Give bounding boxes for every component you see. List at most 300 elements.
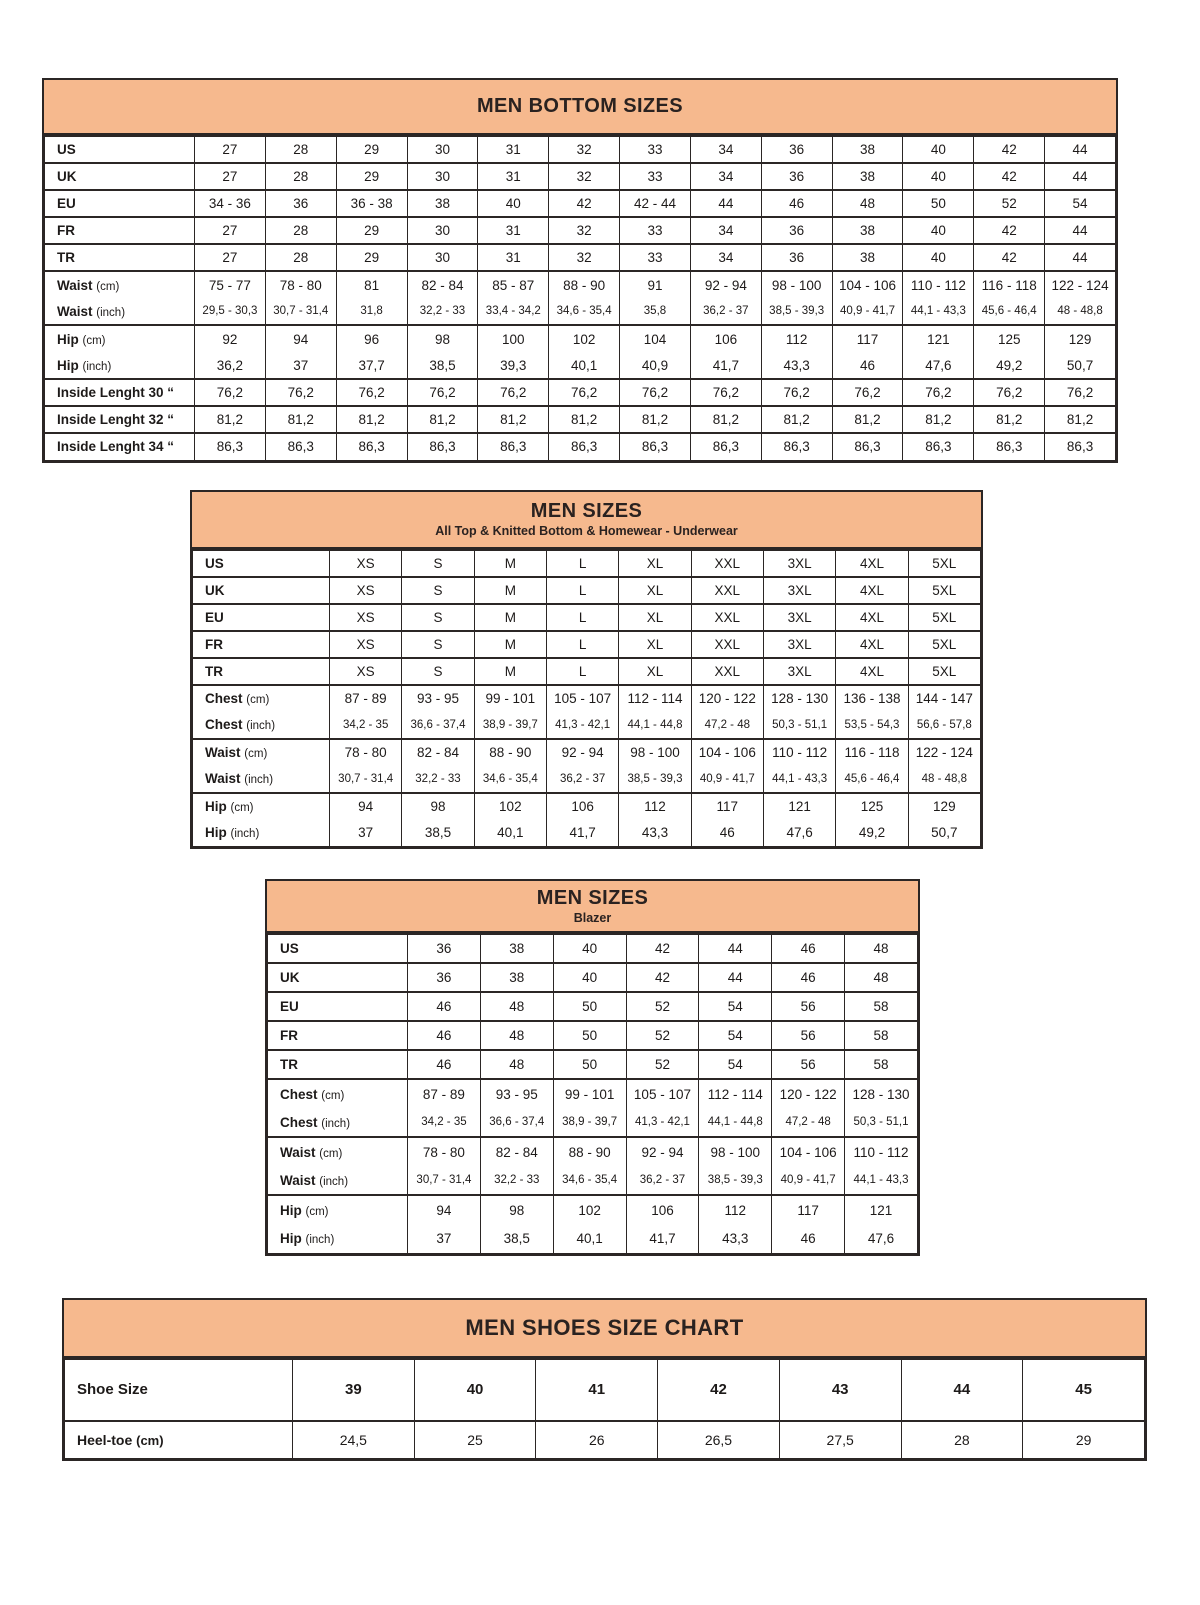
row-label-unit: (inch)	[305, 1233, 335, 1246]
size-cell: 28	[265, 163, 336, 190]
size-cell: 29,5 - 30,3	[195, 298, 266, 325]
size-cell: 34 - 36	[195, 190, 266, 217]
size-cell: 104	[620, 325, 691, 352]
size-cell: 86,3	[832, 433, 903, 460]
table-row	[268, 1108, 918, 1137]
row-label-text: Waist	[280, 1172, 316, 1188]
size-cell: 76,2	[336, 379, 407, 406]
size-cell: 46	[772, 1224, 845, 1253]
size-cell: 40	[903, 244, 974, 271]
men-sizes-blazer-table-header-band	[267, 881, 918, 933]
size-cell: 98 - 100	[619, 739, 691, 766]
size-cell: 36	[408, 934, 481, 963]
row-label-unit: (inch)	[82, 360, 112, 373]
size-cell: 44	[901, 1359, 1023, 1421]
size-cell: 50	[553, 1021, 626, 1050]
row-label-text: UK	[205, 582, 225, 598]
row-label	[193, 685, 330, 712]
size-cell: 3XL	[763, 631, 835, 658]
row-label-text: Inside Lenght 32 “	[57, 412, 175, 427]
size-cell: 29	[336, 136, 407, 163]
size-cell: 117	[832, 325, 903, 352]
size-cell: 105 - 107	[546, 685, 618, 712]
size-cell: 42	[626, 934, 699, 963]
table-row	[268, 1195, 918, 1224]
size-cell: 40,9 - 41,7	[832, 298, 903, 325]
size-cell: 81,2	[761, 406, 832, 433]
size-cell: 48	[480, 992, 553, 1021]
size-cell: 76,2	[761, 379, 832, 406]
row-label	[45, 325, 195, 352]
size-cell: 44	[1045, 217, 1116, 244]
size-cell: 58	[845, 1050, 918, 1079]
size-cell: 125	[974, 325, 1045, 352]
size-cell: 40	[553, 963, 626, 992]
size-cell: 86,3	[549, 433, 620, 460]
size-cell: 36,2 - 37	[690, 298, 761, 325]
size-cell: 86,3	[903, 433, 974, 460]
row-label	[268, 963, 408, 992]
row-label-text: Inside Lenght 34 “	[57, 439, 175, 455]
size-cell: 54	[699, 1021, 772, 1050]
size-cell: 30	[407, 136, 478, 163]
size-cell: M	[474, 577, 546, 604]
size-cell: 32	[549, 163, 620, 190]
table-row	[268, 1050, 918, 1079]
size-cell: 136 - 138	[836, 685, 908, 712]
size-cell: 31	[478, 136, 549, 163]
size-cell: 50,7	[1045, 352, 1116, 379]
size-cell: 4XL	[836, 577, 908, 604]
row-label-text: Chest	[205, 691, 243, 706]
size-cell: 33	[620, 136, 691, 163]
size-cell: 38,5 - 39,3	[761, 298, 832, 325]
row-label-unit: (cm)	[246, 694, 270, 706]
size-cell: 47,2 - 48	[691, 712, 763, 739]
size-cell: 4XL	[836, 550, 908, 577]
size-cell: 56	[772, 1050, 845, 1079]
size-cell: 31	[478, 217, 549, 244]
men-shoes-size-chart-table	[62, 1298, 1147, 1462]
table-row	[45, 271, 1116, 298]
size-cell: 31	[478, 163, 549, 190]
size-cell: 54	[699, 992, 772, 1021]
row-label	[268, 992, 408, 1021]
row-label	[45, 379, 195, 406]
size-cell: 34,6 - 35,4	[549, 298, 620, 325]
size-cell: 36	[408, 963, 481, 992]
size-cell: 36	[761, 217, 832, 244]
size-cell: 91	[620, 271, 691, 298]
size-cell: 112 - 114	[619, 685, 691, 712]
size-cell: 54	[699, 1050, 772, 1079]
size-cell: 4XL	[836, 631, 908, 658]
row-label	[193, 604, 330, 631]
size-cell: 48	[845, 934, 918, 963]
size-cell: 28	[901, 1421, 1023, 1459]
table-row	[45, 190, 1116, 217]
size-cell: 117	[691, 793, 763, 820]
size-cell: 82 - 84	[480, 1137, 553, 1166]
size-cell: XL	[619, 577, 691, 604]
size-cell: 30,7 - 31,4	[408, 1166, 481, 1195]
size-cell: 36	[761, 163, 832, 190]
size-cell: 4XL	[836, 658, 908, 685]
size-cell: 3XL	[763, 658, 835, 685]
size-cell: 47,2 - 48	[772, 1108, 845, 1137]
men-shoes-size-chart-table-header-band	[64, 1300, 1145, 1358]
size-cell: 37,7	[336, 352, 407, 379]
table-row	[193, 658, 981, 685]
men-sizes-top-table	[190, 490, 983, 850]
size-cell: 3XL	[763, 604, 835, 631]
size-cell: 44,1 - 43,3	[763, 766, 835, 793]
men-sizes-top-table-grid	[192, 549, 981, 848]
size-cell: 86,3	[336, 433, 407, 460]
row-label-text: FR	[280, 1028, 298, 1043]
row-label-text: FR	[57, 223, 75, 238]
row-label-text: Chest	[280, 1086, 318, 1102]
size-cell: 92 - 94	[690, 271, 761, 298]
size-cell: 76,2	[549, 379, 620, 406]
size-cell: 36	[265, 190, 336, 217]
table-row	[45, 217, 1116, 244]
size-cell: 46	[772, 963, 845, 992]
table-row	[45, 163, 1116, 190]
size-cell: 40,9 - 41,7	[691, 766, 763, 793]
size-cell: 46	[772, 934, 845, 963]
size-cell: 52	[626, 992, 699, 1021]
size-cell: 46	[408, 1050, 481, 1079]
size-cell: 37	[408, 1224, 481, 1253]
size-cell: 81,2	[832, 406, 903, 433]
size-cell: L	[546, 604, 618, 631]
size-cell: 48 - 48,8	[908, 766, 980, 793]
size-cell: 30,7 - 31,4	[265, 298, 336, 325]
row-label-text: Shoe Size	[77, 1381, 148, 1398]
size-cell: 76,2	[195, 379, 266, 406]
men-bottom-sizes-table-grid	[44, 135, 1116, 461]
row-label-unit: (cm)	[136, 1432, 164, 1448]
size-cell: 29	[336, 163, 407, 190]
row-label	[45, 190, 195, 217]
size-cell: 112	[619, 793, 691, 820]
size-cell: 24,5	[293, 1421, 415, 1459]
size-cell: 121	[763, 793, 835, 820]
row-label	[268, 934, 408, 963]
size-cell: 56,6 - 57,8	[908, 712, 980, 739]
size-cell: 40	[903, 163, 974, 190]
size-cell: 41,3 - 42,1	[546, 712, 618, 739]
row-label	[45, 406, 195, 433]
size-cell: 87 - 89	[408, 1079, 481, 1108]
size-cell: 33	[620, 244, 691, 271]
size-cell: M	[474, 658, 546, 685]
size-cell: 128 - 130	[845, 1079, 918, 1108]
size-cell: 44,1 - 44,8	[699, 1108, 772, 1137]
size-cell: 81,2	[195, 406, 266, 433]
row-label-text: Heel-toe	[77, 1431, 133, 1448]
size-cell: 94	[265, 325, 336, 352]
table-row	[45, 325, 1116, 352]
row-label-text: Hip	[205, 799, 227, 814]
size-cell: 120 - 122	[772, 1079, 845, 1108]
size-cell: 106	[626, 1195, 699, 1224]
row-label	[268, 1021, 408, 1050]
size-cell: L	[546, 658, 618, 685]
row-label-text: TR	[57, 250, 75, 265]
row-label-text: Chest	[205, 717, 243, 732]
size-cell: 43,3	[619, 820, 691, 847]
row-label	[193, 820, 330, 847]
size-cell: 34	[690, 136, 761, 163]
size-cell: 38,9 - 39,7	[553, 1108, 626, 1137]
row-label-unit: (cm)	[96, 280, 120, 293]
size-cell: 29	[336, 244, 407, 271]
row-label	[268, 1166, 408, 1195]
size-cell: 32	[549, 217, 620, 244]
size-cell: 50	[553, 992, 626, 1021]
size-cell: 45,6 - 46,4	[836, 766, 908, 793]
size-cell: 30	[407, 217, 478, 244]
size-cell: 47,6	[903, 352, 974, 379]
size-cell: 129	[908, 793, 980, 820]
size-cell: 86,3	[761, 433, 832, 460]
size-cell: 75 - 77	[195, 271, 266, 298]
size-cell: 92 - 94	[626, 1137, 699, 1166]
size-cell: 3XL	[763, 550, 835, 577]
table-row	[193, 766, 981, 793]
size-cell: 78 - 80	[408, 1137, 481, 1166]
size-cell: 34	[690, 244, 761, 271]
size-cell: 36,6 - 37,4	[402, 712, 474, 739]
size-cell: 26,5	[658, 1421, 780, 1459]
row-label-unit: (inch)	[244, 774, 274, 786]
size-cell: 36 - 38	[336, 190, 407, 217]
row-label-text: TR	[205, 663, 223, 679]
size-cell: 40,1	[553, 1224, 626, 1253]
table-row	[268, 963, 918, 992]
row-label-unit: (cm)	[82, 334, 106, 347]
size-cell: 40	[478, 190, 549, 217]
row-label-text: EU	[205, 609, 224, 625]
size-cell: 94	[330, 793, 402, 820]
size-cell: 98	[480, 1195, 553, 1224]
table-row	[268, 992, 918, 1021]
size-cell: 32	[549, 136, 620, 163]
men-size-charts-document	[0, 78, 1200, 1461]
size-cell: 81,2	[903, 406, 974, 433]
table-title: MEN SIZES	[530, 500, 643, 522]
size-cell: 44	[699, 934, 772, 963]
size-cell: 46	[408, 992, 481, 1021]
table-row	[45, 298, 1116, 325]
row-label	[268, 1195, 408, 1224]
size-cell: 78 - 80	[330, 739, 402, 766]
size-cell: 110 - 112	[845, 1137, 918, 1166]
table-subtitle: All Top & Knitted Bottom & Homewear - Underwear	[435, 524, 738, 538]
row-label	[268, 1050, 408, 1079]
table-row	[268, 1166, 918, 1195]
men-sizes-blazer-table	[265, 879, 920, 1256]
size-cell: 144 - 147	[908, 685, 980, 712]
size-cell: 29	[1023, 1421, 1145, 1459]
size-cell: 36,2 - 37	[546, 766, 618, 793]
size-cell: 47,6	[845, 1224, 918, 1253]
size-cell: 36	[761, 136, 832, 163]
size-cell: 38,5	[407, 352, 478, 379]
size-cell: 36,6 - 37,4	[480, 1108, 553, 1137]
size-cell: 37	[330, 820, 402, 847]
size-cell: 36	[761, 244, 832, 271]
size-cell: 41,7	[690, 352, 761, 379]
table-row	[193, 739, 981, 766]
size-cell: 44,1 - 43,3	[903, 298, 974, 325]
size-cell: 40,1	[474, 820, 546, 847]
size-cell: 35,8	[620, 298, 691, 325]
size-cell: 58	[845, 992, 918, 1021]
size-cell: XS	[330, 658, 402, 685]
size-cell: 78 - 80	[265, 271, 336, 298]
table-row	[65, 1359, 1145, 1421]
size-cell: 116 - 118	[836, 739, 908, 766]
size-cell: 30,7 - 31,4	[330, 766, 402, 793]
row-label	[45, 298, 195, 325]
size-cell: 46	[691, 820, 763, 847]
size-cell: 38	[480, 934, 553, 963]
size-cell: 30	[407, 244, 478, 271]
size-cell: 42	[626, 963, 699, 992]
size-cell: 110 - 112	[763, 739, 835, 766]
size-cell: 45,6 - 46,4	[974, 298, 1045, 325]
size-cell: 40,1	[549, 352, 620, 379]
size-cell: 5XL	[908, 577, 980, 604]
men-sizes-top-table-header-band	[192, 492, 981, 549]
size-cell: 88 - 90	[549, 271, 620, 298]
row-label-text: FR	[205, 636, 223, 652]
table-row	[193, 577, 981, 604]
size-cell: 81,2	[620, 406, 691, 433]
row-label-unit: (inch)	[321, 1117, 351, 1130]
size-cell: 5XL	[908, 604, 980, 631]
size-cell: 33	[620, 163, 691, 190]
size-cell: 110 - 112	[903, 271, 974, 298]
size-cell: S	[402, 550, 474, 577]
table-row	[45, 433, 1116, 460]
size-cell: 34,2 - 35	[408, 1108, 481, 1137]
size-cell: 47,6	[763, 820, 835, 847]
row-label-unit: (inch)	[230, 828, 260, 841]
row-label-text: TR	[280, 1057, 298, 1072]
table-row	[193, 550, 981, 577]
size-cell: 102	[553, 1195, 626, 1224]
size-cell: 86,3	[974, 433, 1045, 460]
row-label	[268, 1224, 408, 1253]
size-cell: 36,2	[195, 352, 266, 379]
table-row	[268, 1137, 918, 1166]
size-cell: 38,5	[480, 1224, 553, 1253]
row-label-text: UK	[57, 169, 77, 184]
row-label	[45, 271, 195, 298]
size-cell: 3XL	[763, 577, 835, 604]
size-cell: 98	[407, 325, 478, 352]
row-label	[193, 631, 330, 658]
size-cell: 44	[1045, 163, 1116, 190]
size-cell: 40	[553, 934, 626, 963]
row-label-text: UK	[280, 970, 300, 985]
row-label-text: Waist	[205, 771, 241, 786]
size-cell: 38	[832, 163, 903, 190]
size-cell: 106	[546, 793, 618, 820]
size-cell: 28	[265, 244, 336, 271]
size-cell: XXL	[691, 550, 763, 577]
size-cell: XS	[330, 604, 402, 631]
size-cell: 50,3 - 51,1	[763, 712, 835, 739]
row-label	[45, 163, 195, 190]
row-label-text: Inside Lenght 30 “	[57, 385, 175, 400]
size-cell: 42	[974, 136, 1045, 163]
size-cell: XS	[330, 550, 402, 577]
size-cell: 27	[195, 163, 266, 190]
row-label	[65, 1421, 293, 1459]
size-cell: 99 - 101	[474, 685, 546, 712]
size-cell: 104 - 106	[772, 1137, 845, 1166]
size-cell: 117	[772, 1195, 845, 1224]
table-row	[268, 1079, 918, 1108]
size-cell: 37	[265, 352, 336, 379]
size-cell: S	[402, 658, 474, 685]
table-row	[65, 1421, 1145, 1459]
size-cell: 48	[832, 190, 903, 217]
size-cell: 50	[903, 190, 974, 217]
size-cell: 28	[265, 136, 336, 163]
table-title: MEN BOTTOM SIZES	[476, 95, 684, 117]
row-label-text: Waist	[57, 303, 93, 319]
size-cell: 76,2	[620, 379, 691, 406]
size-cell: 56	[772, 1021, 845, 1050]
size-cell: 50,3 - 51,1	[845, 1108, 918, 1137]
size-cell: 27	[195, 244, 266, 271]
size-cell: 41,7	[546, 820, 618, 847]
row-label	[193, 658, 330, 685]
size-cell: 45	[1023, 1359, 1145, 1421]
size-cell: 76,2	[690, 379, 761, 406]
size-cell: 49,2	[974, 352, 1045, 379]
row-label-text: Waist	[57, 277, 93, 293]
table-row	[45, 352, 1116, 379]
table-row	[268, 1021, 918, 1050]
size-cell: 86,3	[478, 433, 549, 460]
size-cell: 112	[699, 1195, 772, 1224]
row-label	[268, 1079, 408, 1108]
size-cell: 44,1 - 43,3	[845, 1166, 918, 1195]
size-cell: 98 - 100	[699, 1137, 772, 1166]
size-cell: 52	[626, 1021, 699, 1050]
size-cell: 112 - 114	[699, 1079, 772, 1108]
size-cell: 102	[474, 793, 546, 820]
row-label	[45, 352, 195, 379]
size-cell: S	[402, 631, 474, 658]
size-cell: XS	[330, 631, 402, 658]
size-cell: 76,2	[832, 379, 903, 406]
size-cell: 48 - 48,8	[1045, 298, 1116, 325]
size-cell: 27,5	[779, 1421, 901, 1459]
size-cell: 40	[903, 217, 974, 244]
size-cell: 43,3	[761, 352, 832, 379]
size-cell: 32,2 - 33	[407, 298, 478, 325]
size-cell: M	[474, 604, 546, 631]
size-cell: 81,2	[478, 406, 549, 433]
